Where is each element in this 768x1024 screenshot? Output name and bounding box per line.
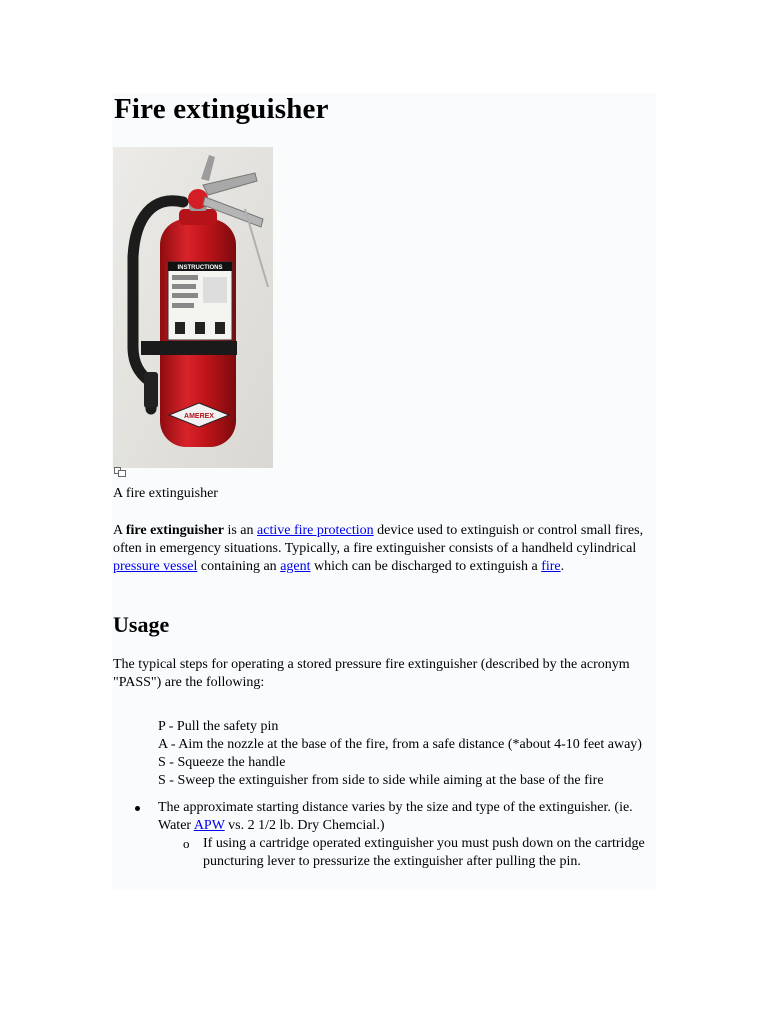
link-active-fire-protection[interactable]: active fire protection	[257, 523, 374, 538]
usage-intro: The typical steps for operating a stored pressure fire extinguisher (described by the acronym "PASS") are the following:	[113, 657, 630, 690]
link-agent[interactable]: agent	[280, 559, 311, 574]
section-heading-usage: Usage	[113, 612, 170, 637]
list-item: The approximate starting distance varies by the size and type of the extinguisher. (ie. Water APW vs. 2 1/2 lb. Dry Chemcial.)	[158, 799, 648, 835]
step-squeeze: S - Squeeze the handle	[158, 755, 286, 770]
fire-extinguisher-photo[interactable]	[113, 147, 273, 468]
pass-steps	[158, 718, 648, 790]
lead-paragraph: A fire extinguisher is an active fire protection device used to extinguish or control small fires, often in emergency situations. Typically, a fire extinguisher consists of a handheld cylindrical pressure vessel containing an agent which can be discharged to extinguish a fire.	[113, 523, 644, 574]
fire-extinguisher-illustration	[113, 147, 273, 468]
page-title: Fire extinguisher	[114, 93, 329, 125]
link-apw[interactable]: APW	[193, 818, 225, 833]
step-pull: P - Pull the safety pin	[158, 719, 279, 734]
step-aim: A - Aim the nozzle at the base of the fire, from a safe distance (*about 4-10 feet away)	[158, 737, 642, 752]
link-pressure-vessel[interactable]: pressure vessel	[113, 559, 198, 574]
link-fire[interactable]: fire	[541, 559, 561, 574]
image-caption: A fire extinguisher	[113, 486, 218, 501]
sub-list-item: o If using a cartridge operated extinguisher you must push down on the cartridge puncturing lever to pressurize the extinguisher after pulling the pin.	[183, 836, 645, 869]
article-content	[112, 93, 656, 890]
bold-term: fire extinguisher	[125, 523, 224, 538]
brand-label: AMEREX	[184, 413, 214, 420]
step-sweep: S - Sweep the extinguisher from side to side while aiming at the base of the fire	[158, 773, 604, 788]
enlarge-icon[interactable]	[114, 467, 126, 477]
sub-bullet-marker: o	[183, 836, 190, 851]
label-heading: INSTRUCTIONS	[177, 265, 223, 271]
bullet-dot-icon	[135, 806, 140, 811]
